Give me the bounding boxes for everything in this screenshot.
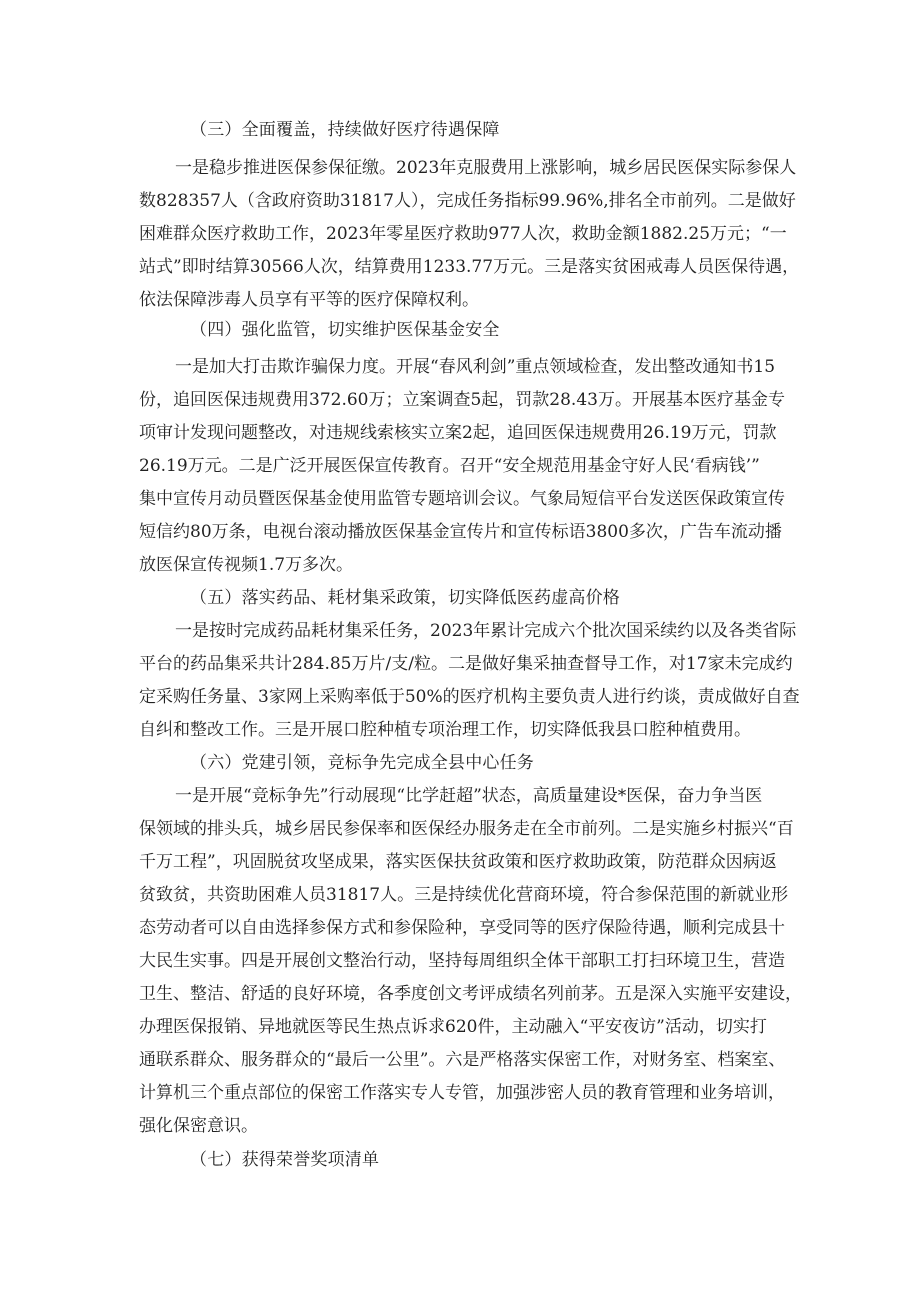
section-heading: （四）强化监管，切实维护医保基金安全 bbox=[190, 320, 500, 340]
paragraph-line: 依法保障涉毒人员享有平等的医疗保障权利。 bbox=[139, 290, 479, 310]
paragraph-line: 定采购任务量、3家网上采购率低于50%的医疗机构主要负责人进行约谈，责成做好自查 bbox=[139, 687, 800, 707]
paragraph-line: 办理医保报销、异地就医等民生热点诉求620件，主动融入“平安夜访”活动，切实打 bbox=[139, 1017, 767, 1037]
paragraph-line: 大民生实事。四是开展创文整治行动，坚持每周组织全体干部职工打扫环境卫生，营造 bbox=[139, 951, 785, 971]
section-heading: （三）全面覆盖，持续做好医疗待遇保障 bbox=[190, 120, 500, 140]
paragraph-line: 千万工程”，巩固脱贫攻坚成果，落实医保扶贫政策和医疗救助政策，防范群众因病返 bbox=[139, 852, 777, 872]
paragraph-line: 一是按时完成药品耗材集采任务，2023年累计完成六个批次国采续约以及各类省际 bbox=[175, 621, 797, 641]
paragraph-line: 强化保密意识。 bbox=[139, 1116, 258, 1136]
paragraph-line: 放医保宣传视频1.7万多次。 bbox=[139, 555, 354, 575]
paragraph-line: 26.19万元。二是广泛开展医保宣传教育。召开“安全规范用基金守好人民‘看病钱’” bbox=[139, 456, 760, 476]
paragraph-line: 态劳动者可以自由选择参保方式和参保险种，享受同等的医疗保险待遇，顺利完成县十 bbox=[139, 918, 785, 938]
paragraph-line: 数828357人（含政府资助31817人），完成任务指标99.96%,排名全市前列。二是做好 bbox=[139, 191, 796, 211]
section-heading: （五）落实药品、耗材集采政策，切实降低医药虚高价格 bbox=[190, 588, 620, 608]
paragraph-line: 贫致贫，共资助困难人员31817人。三是持续优化营商环境，符合参保范围的新就业形 bbox=[139, 885, 789, 905]
paragraph-line: 卫生、整洁、舒适的良好环境，各季度创文考评成绩名列前茅。五是深入实施平安建设， bbox=[139, 984, 802, 1004]
section-heading: （六）党建引领，竞标争先完成全县中心任务 bbox=[190, 753, 534, 773]
paragraph-line: 集中宣传月动员暨医保基金使用监管专题培训会议。气象局短信平台发送医保政策宣传 bbox=[139, 489, 785, 509]
paragraph-line: 份，追回医保违规费用372.60万；立案调查5起，罚款28.43万。开展基本医疗基金专 bbox=[139, 390, 785, 410]
section-heading: （七）获得荣誉奖项清单 bbox=[190, 1150, 380, 1170]
paragraph-line: 一是开展“竞标争先”行动展现“比学赶超”状态，高质量建设*医保，奋力争当医 bbox=[175, 786, 763, 806]
paragraph-line: 通联系群众、服务群众的“最后一公里”。六是严格落实保密工作，对财务室、档案室、 bbox=[139, 1050, 786, 1070]
paragraph-line: 一是稳步推进医保参保征缴。2023年克服费用上涨影响，城乡居民医保实际参保人 bbox=[175, 158, 797, 178]
paragraph-line: 困难群众医疗救助工作，2023年零星医疗救助977人次，救助金额1882.25万元；“一 bbox=[139, 224, 787, 244]
paragraph-line: 站式”即时结算30566人次，结算费用1233.77万元。三是落实贫困戒毒人员医保待遇， bbox=[139, 257, 800, 277]
paragraph-line: 保领域的排头兵，城乡居民参保率和医保经办服务走在全市前列。二是实施乡村振兴“百 bbox=[139, 819, 794, 839]
paragraph-line: 自纠和整改工作。三是开展口腔种植专项治理工作，切实降低我县口腔种植费用。 bbox=[139, 720, 751, 740]
paragraph-line: 平台的药品集采共计284.85万片/支/粒。二是做好集采抽查督导工作，对17家未完成约 bbox=[139, 654, 793, 674]
paragraph-line: 一是加大打击欺诈骗保力度。开展“春风利剑”重点领域检查，发出整改通知书15 bbox=[175, 357, 776, 377]
paragraph-line: 计算机三个重点部位的保密工作落实专人专管，加强涉密人员的教育管理和业务培训， bbox=[139, 1083, 785, 1103]
paragraph-line: 短信约80万条，电视台滚动播放医保基金宣传片和宣传标语3800多次，广告车流动播 bbox=[139, 522, 782, 542]
paragraph-line: 项审计发现问题整改，对违规线索核实立案2起，追回医保违规费用26.19万元，罚款 bbox=[139, 423, 777, 443]
